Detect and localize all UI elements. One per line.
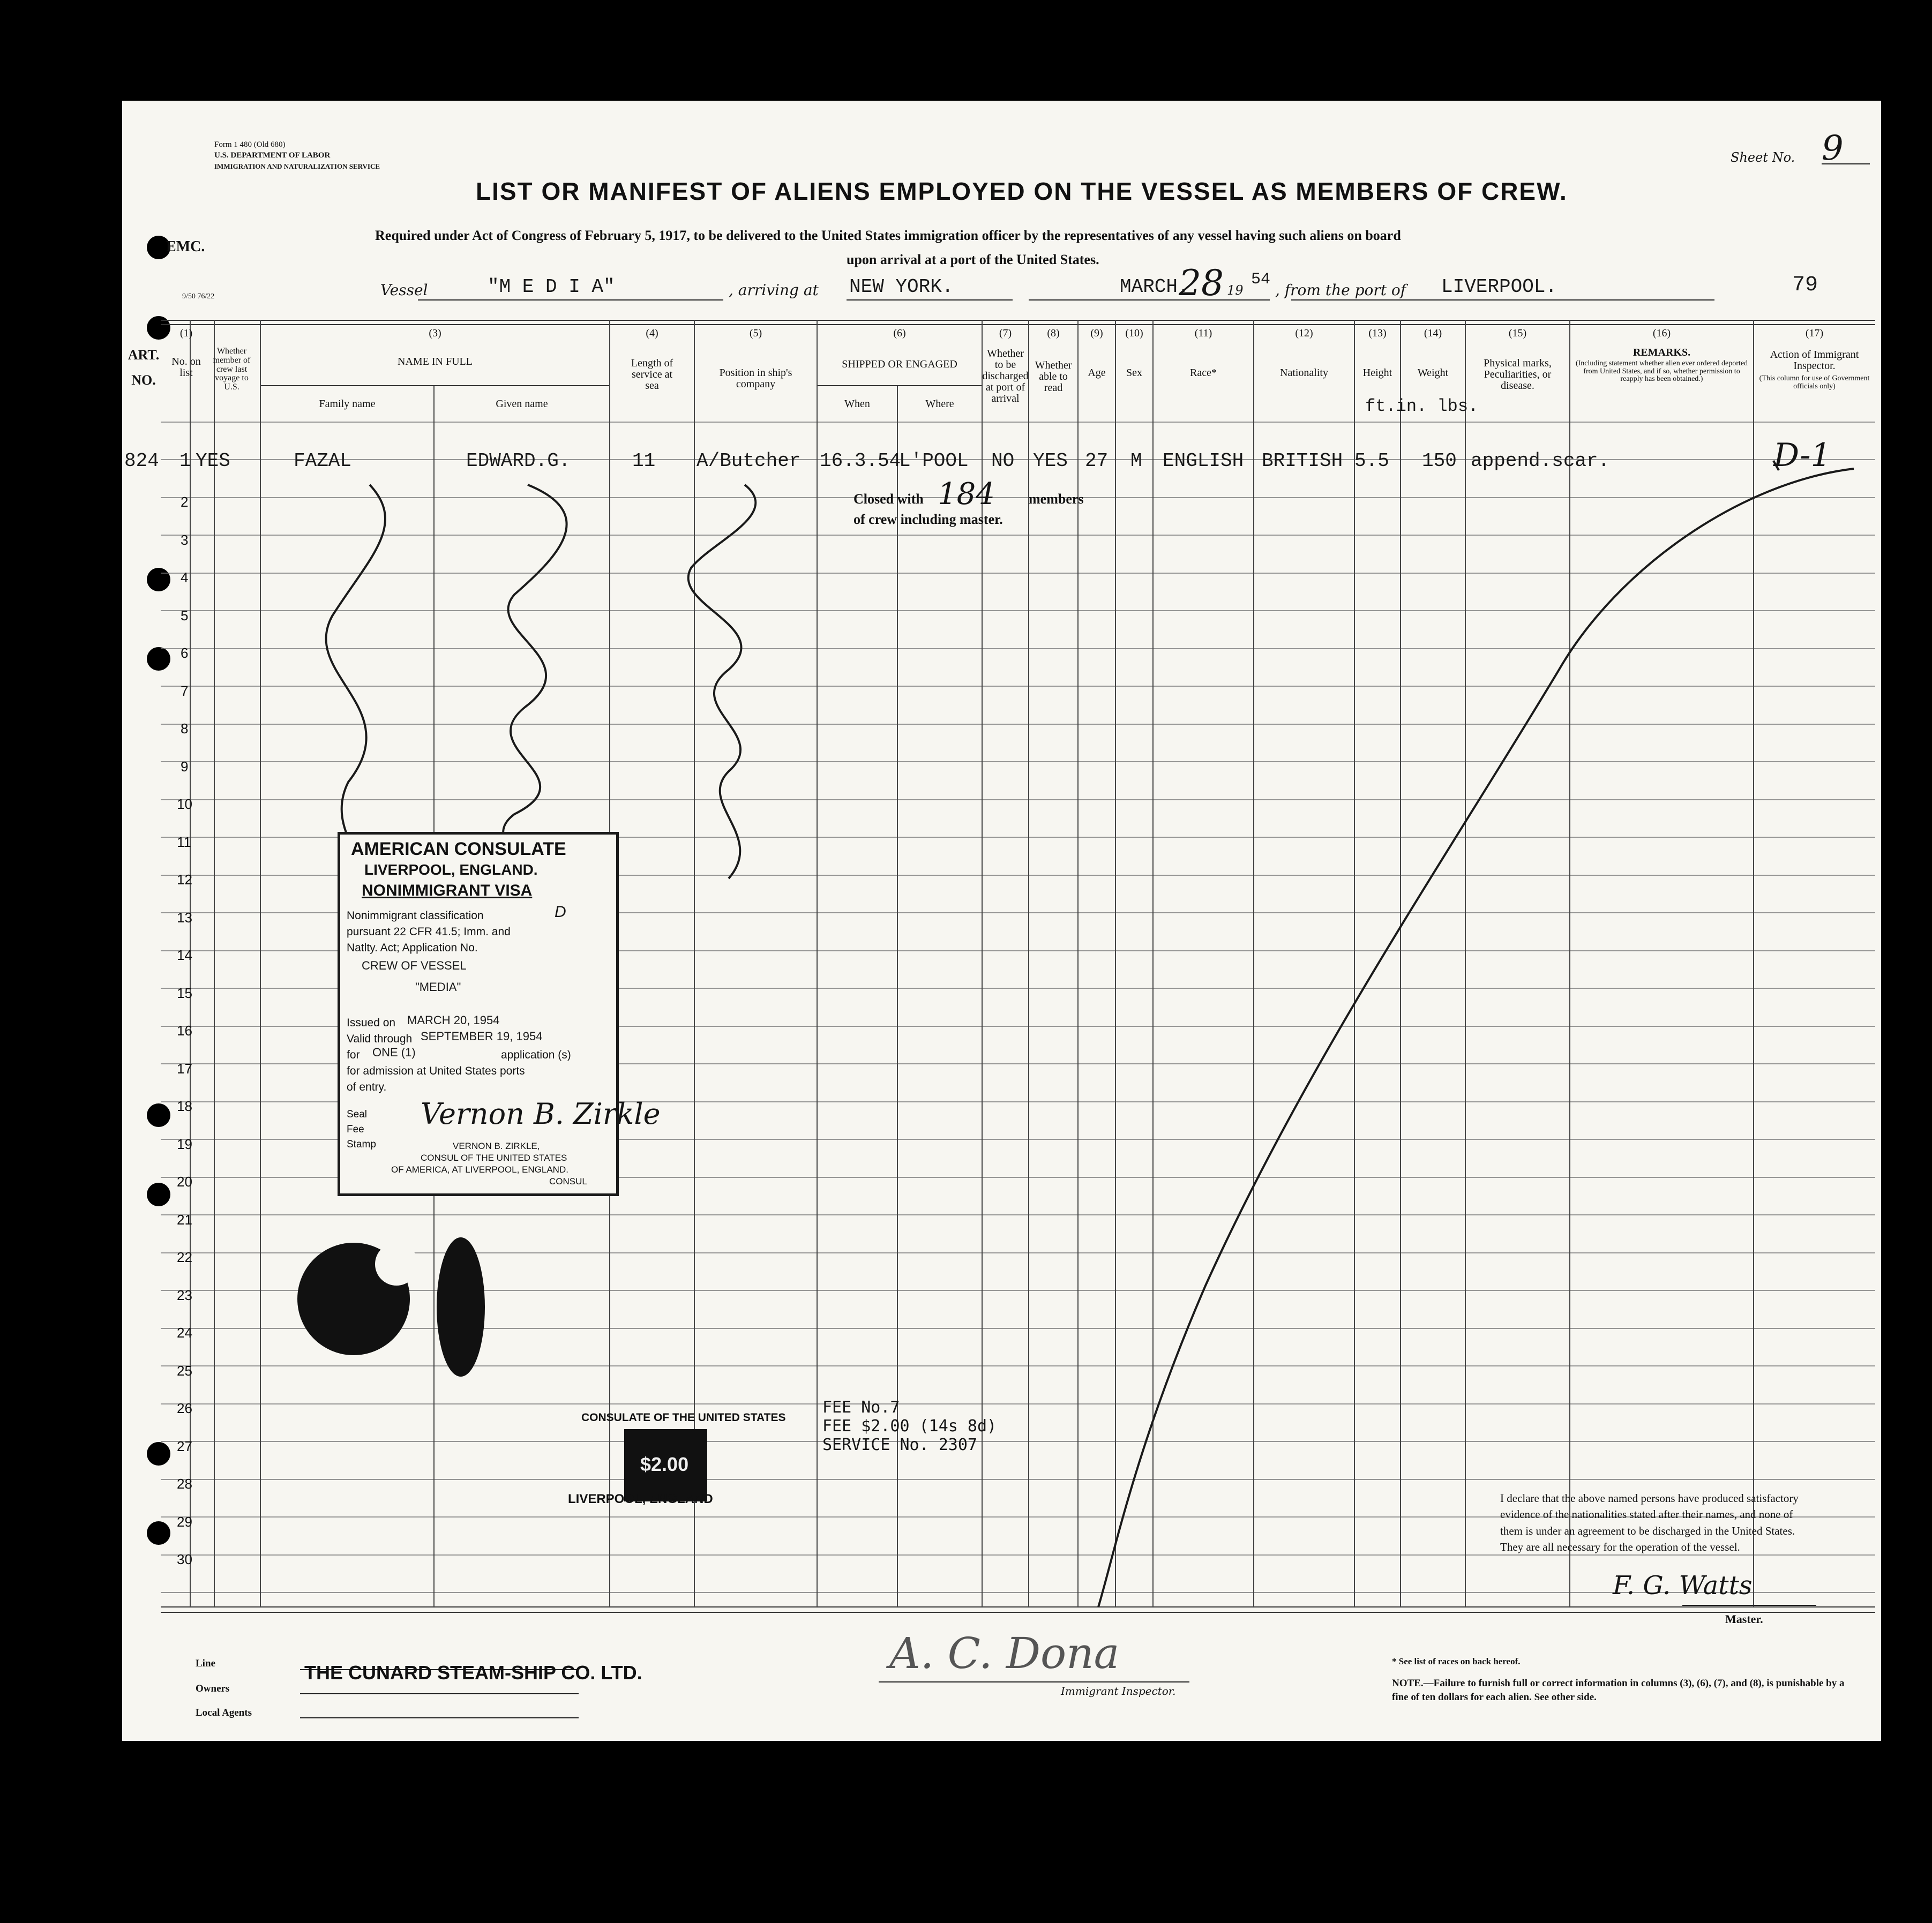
footer-line-value: THE CUNARD STEAM-SHIP CO. LTD. bbox=[304, 1662, 642, 1684]
from-port: LIVERPOOL. bbox=[1441, 276, 1557, 298]
row-action: D-1 bbox=[1773, 437, 1831, 474]
closed-count: 184 bbox=[938, 477, 995, 512]
row-number: 24 bbox=[177, 1325, 192, 1341]
sheet-number: 9 bbox=[1822, 129, 1844, 168]
subtitle-2: upon arrival at a port of the United States. bbox=[847, 252, 1099, 267]
visa-location: LIVERPOOL, ENGLAND. bbox=[364, 861, 538, 878]
header-c7: Whether to be discharged at port of arrival bbox=[982, 348, 1029, 404]
header-c7-num: (7) bbox=[999, 327, 1012, 339]
footer-line-label: Line bbox=[196, 1658, 215, 1669]
row-number: 17 bbox=[177, 1061, 192, 1077]
closed-line2: of crew including master. bbox=[853, 512, 1003, 527]
header-c17-sub: (This column for use of Government officials only) bbox=[1759, 374, 1870, 390]
header-c12-num: (12) bbox=[1295, 327, 1313, 339]
header-c8-num: (8) bbox=[1047, 327, 1060, 339]
row-number: 28 bbox=[177, 1476, 192, 1492]
header-c12: Nationality bbox=[1280, 367, 1328, 379]
header-c13-num: (13) bbox=[1368, 327, 1387, 339]
row-number: 10 bbox=[177, 796, 192, 812]
from-label: , from the port of bbox=[1275, 281, 1406, 299]
row-number: 13 bbox=[177, 910, 192, 926]
fee-stamp-bottom: LIVERPOOL, ENGLAND bbox=[568, 1492, 713, 1506]
fee-stamp-amount: $2.00 bbox=[640, 1453, 689, 1475]
row-given-name: EDWARD.G. bbox=[466, 450, 571, 472]
visa-issued-label: Issued on bbox=[347, 1017, 396, 1029]
header-c3: NAME IN FULL bbox=[398, 356, 473, 367]
footer-owners-label: Owners bbox=[196, 1683, 230, 1694]
service-number: SERVICE No. 2307 bbox=[822, 1436, 977, 1454]
row-number: 23 bbox=[177, 1287, 192, 1303]
form-number: Form 1 480 (Old 680) bbox=[214, 140, 286, 149]
row-sex: M bbox=[1130, 450, 1142, 472]
row-age: 27 bbox=[1085, 450, 1109, 472]
row-prev-voyage: YES bbox=[196, 450, 230, 472]
visa-valid-label: Valid through bbox=[347, 1033, 413, 1045]
consul-title-2: OF AMERICA, AT LIVERPOOL, ENGLAND. bbox=[391, 1165, 568, 1175]
row-number: 9 bbox=[181, 758, 189, 775]
visa-type: NONIMMIGRANT VISA bbox=[362, 882, 533, 899]
row-number: 21 bbox=[177, 1212, 192, 1228]
header-c13: Height bbox=[1362, 367, 1392, 379]
consul-signature: Vernon B. Zirkle bbox=[421, 1097, 661, 1131]
header-c15: Physical marks, Peculiarities, or disease. bbox=[1484, 357, 1552, 392]
footer-agents-label: Local Agents bbox=[196, 1707, 252, 1718]
header-c17: Action of Immigrant Inspector. bbox=[1770, 349, 1859, 372]
arrival-month: MARCH. bbox=[1120, 276, 1189, 298]
row-read: YES bbox=[1033, 450, 1068, 472]
page-title: LIST OR MANIFEST OF ALIENS EMPLOYED ON THE VESSEL AS MEMBERS OF CREW. bbox=[476, 177, 1568, 205]
row-number: 18 bbox=[177, 1098, 192, 1114]
header-c6-num: (6) bbox=[893, 327, 906, 339]
visa-for-value: ONE (1) bbox=[372, 1046, 416, 1059]
visa-fee: Fee bbox=[347, 1124, 364, 1135]
visa-classification: D bbox=[555, 903, 566, 921]
master-declaration: I declare that the above named persons have produced satisfactory evidence of the nationalities stated after their names, and none of them is under an agreement to be discharged in the United States. They are all necessary for the operation of the vessel. bbox=[1500, 1492, 1799, 1554]
form-small-code: 9/50 76/22 bbox=[182, 292, 215, 301]
row-number: 14 bbox=[177, 947, 192, 963]
row-number: 30 bbox=[177, 1551, 192, 1567]
header-c5-num: (5) bbox=[749, 327, 762, 339]
visa-application: application (s) bbox=[501, 1049, 571, 1061]
form-code: EMC. bbox=[166, 238, 205, 255]
embossed-seal bbox=[297, 1237, 485, 1377]
fee-number: FEE No.7 bbox=[822, 1398, 900, 1417]
header-art-no: ART. NO. bbox=[128, 347, 160, 388]
row-number: 12 bbox=[177, 872, 192, 888]
year-prefix: 19 bbox=[1227, 283, 1244, 298]
row-where: L'POOL bbox=[899, 450, 969, 472]
row-number: 6 bbox=[181, 645, 189, 661]
header-where: Where bbox=[925, 398, 954, 410]
visa-stamp bbox=[338, 832, 661, 1196]
visa-valid: SEPTEMBER 19, 1954 bbox=[421, 1030, 543, 1043]
header-c1-num: (1) bbox=[179, 327, 193, 339]
row-race: ENGLISH bbox=[1163, 450, 1244, 472]
year-suffix: 54 bbox=[1251, 271, 1271, 289]
header-when: When bbox=[844, 398, 870, 410]
visa-class-label: Nonimmigrant classification bbox=[347, 910, 484, 922]
row-weight: 150 bbox=[1422, 450, 1457, 472]
header-c9-num: (9) bbox=[1090, 327, 1103, 339]
row-number: 15 bbox=[177, 985, 192, 1001]
consul-title-3: CONSUL bbox=[549, 1176, 587, 1186]
row-number: 2 bbox=[181, 494, 189, 510]
header-c4: Length of service at sea bbox=[631, 357, 673, 392]
row-number: 8 bbox=[181, 720, 189, 737]
row-art-no: 824 bbox=[124, 450, 159, 472]
visa-entry: of entry. bbox=[347, 1081, 387, 1093]
row-number: 26 bbox=[177, 1400, 192, 1416]
row-no: 1 bbox=[179, 450, 191, 472]
visa-crew: CREW OF VESSEL bbox=[362, 959, 467, 972]
header-c11-num: (11) bbox=[1194, 327, 1212, 339]
header-c16-sub: (Including statement whether alien ever ordered deported from United States, and if so, whether permission to reapply has been obtained.) bbox=[1575, 359, 1748, 384]
footer-races-note: * See list of races on back hereof. bbox=[1392, 1656, 1521, 1666]
page-ref: 79 bbox=[1792, 273, 1818, 297]
inspector-label: Immigrant Inspector. bbox=[1061, 1685, 1176, 1697]
row-family-name: FAZAL bbox=[294, 450, 352, 472]
row-number: 3 bbox=[181, 532, 189, 548]
sheet-label: Sheet No. bbox=[1731, 150, 1795, 165]
header-c17-num: (17) bbox=[1805, 327, 1824, 339]
dept-name: U.S. DEPARTMENT OF LABOR bbox=[214, 151, 331, 160]
header-c2: Whether member of crew last voyage to U.S. bbox=[213, 347, 251, 392]
fee-revenue-stamp bbox=[624, 1429, 707, 1501]
visa-cfr: pursuant 22 CFR 41.5; Imm. and bbox=[347, 926, 511, 938]
header-c10-num: (10) bbox=[1125, 327, 1143, 339]
header-c3-num: (3) bbox=[429, 327, 441, 339]
row-nationality: BRITISH bbox=[1262, 450, 1343, 472]
header-c8: Whether able to read bbox=[1035, 359, 1072, 394]
visa-for-label: for bbox=[347, 1049, 360, 1061]
visa-issued: MARCH 20, 1954 bbox=[407, 1013, 500, 1027]
row-number: 19 bbox=[177, 1136, 192, 1152]
row-service: 11 bbox=[632, 450, 656, 472]
visa-seal: Seal bbox=[347, 1109, 368, 1120]
header-c14-num: (14) bbox=[1424, 327, 1442, 339]
vessel-label: Vessel bbox=[380, 281, 428, 299]
units-label: ft.in. lbs. bbox=[1365, 396, 1479, 416]
visa-admission: for admission at United States ports bbox=[347, 1065, 525, 1077]
row-number: 25 bbox=[177, 1363, 192, 1379]
row-number: 16 bbox=[177, 1023, 192, 1039]
master-signature: F. G. Watts bbox=[1613, 1571, 1753, 1601]
header-c16-num: (16) bbox=[1652, 327, 1671, 339]
header-family: Family name bbox=[319, 398, 376, 410]
header-c1: No. on list bbox=[171, 356, 201, 379]
row-number: 29 bbox=[177, 1514, 192, 1530]
row-discharged: NO bbox=[991, 450, 1015, 472]
header-c5: Position in ship's company bbox=[719, 367, 792, 390]
header-c10: Sex bbox=[1126, 367, 1142, 379]
arriving-port: NEW YORK. bbox=[849, 276, 954, 298]
header-given: Given name bbox=[496, 398, 548, 410]
row-number: 20 bbox=[177, 1174, 192, 1190]
row-marks: append.scar. bbox=[1471, 450, 1610, 472]
visa-vessel: "MEDIA" bbox=[415, 980, 461, 994]
visa-stamp-label: Stamp bbox=[347, 1139, 376, 1150]
row-number: 27 bbox=[177, 1438, 192, 1454]
arriving-label: , arriving at bbox=[729, 281, 819, 299]
row-height: 5.5 bbox=[1354, 450, 1389, 472]
closed-prefix: Closed with bbox=[853, 491, 924, 507]
header-c4-num: (4) bbox=[646, 327, 658, 339]
service-name: IMMIGRATION AND NATURALIZATION SERVICE bbox=[214, 162, 380, 170]
header-c16: REMARKS. bbox=[1633, 347, 1691, 358]
row-number: 4 bbox=[181, 569, 189, 585]
vessel-name: "M E D I A" bbox=[488, 276, 615, 298]
header-c11: Race* bbox=[1190, 367, 1217, 379]
subtitle-1: Required under Act of Congress of February 5, 1917, to be delivered to the United States immigration officer by the representatives of any vessel having such aliens on board bbox=[375, 228, 1401, 243]
visa-title: AMERICAN CONSULATE bbox=[351, 839, 566, 859]
row-position: A/Butcher bbox=[697, 450, 801, 472]
header-c15-num: (15) bbox=[1508, 327, 1527, 339]
header-c9: Age bbox=[1088, 367, 1106, 379]
row-number: 11 bbox=[177, 834, 191, 850]
consul-title-1: CONSUL OF THE UNITED STATES bbox=[421, 1153, 567, 1163]
fee-stamp-top: CONSULATE OF THE UNITED STATES bbox=[581, 1411, 786, 1424]
master-label: Master. bbox=[1725, 1612, 1763, 1626]
consul-name: VERNON B. ZIRKLE, bbox=[453, 1141, 540, 1151]
row-when: 16.3.54 bbox=[820, 450, 901, 472]
arrival-day: 28 bbox=[1179, 262, 1224, 304]
fee-amount: FEE $2.00 (14s 8d) bbox=[822, 1417, 997, 1436]
row-number: 22 bbox=[177, 1249, 192, 1265]
visa-act: Natlty. Act; Application No. bbox=[347, 942, 478, 954]
header-c6: SHIPPED OR ENGAGED bbox=[842, 358, 957, 370]
header-c14: Weight bbox=[1417, 367, 1449, 379]
closed-suffix: members bbox=[1029, 491, 1084, 507]
footer-note: NOTE.—Failure to furnish full or correct information in columns (3), (6), (7), and (8), is punishable by a fine of ten dollars for each alien. See other side. bbox=[1392, 1678, 1845, 1703]
row-number: 5 bbox=[181, 607, 189, 624]
inspector-signature: A. C. Dona bbox=[889, 1628, 1120, 1678]
row-number: 7 bbox=[181, 683, 189, 699]
